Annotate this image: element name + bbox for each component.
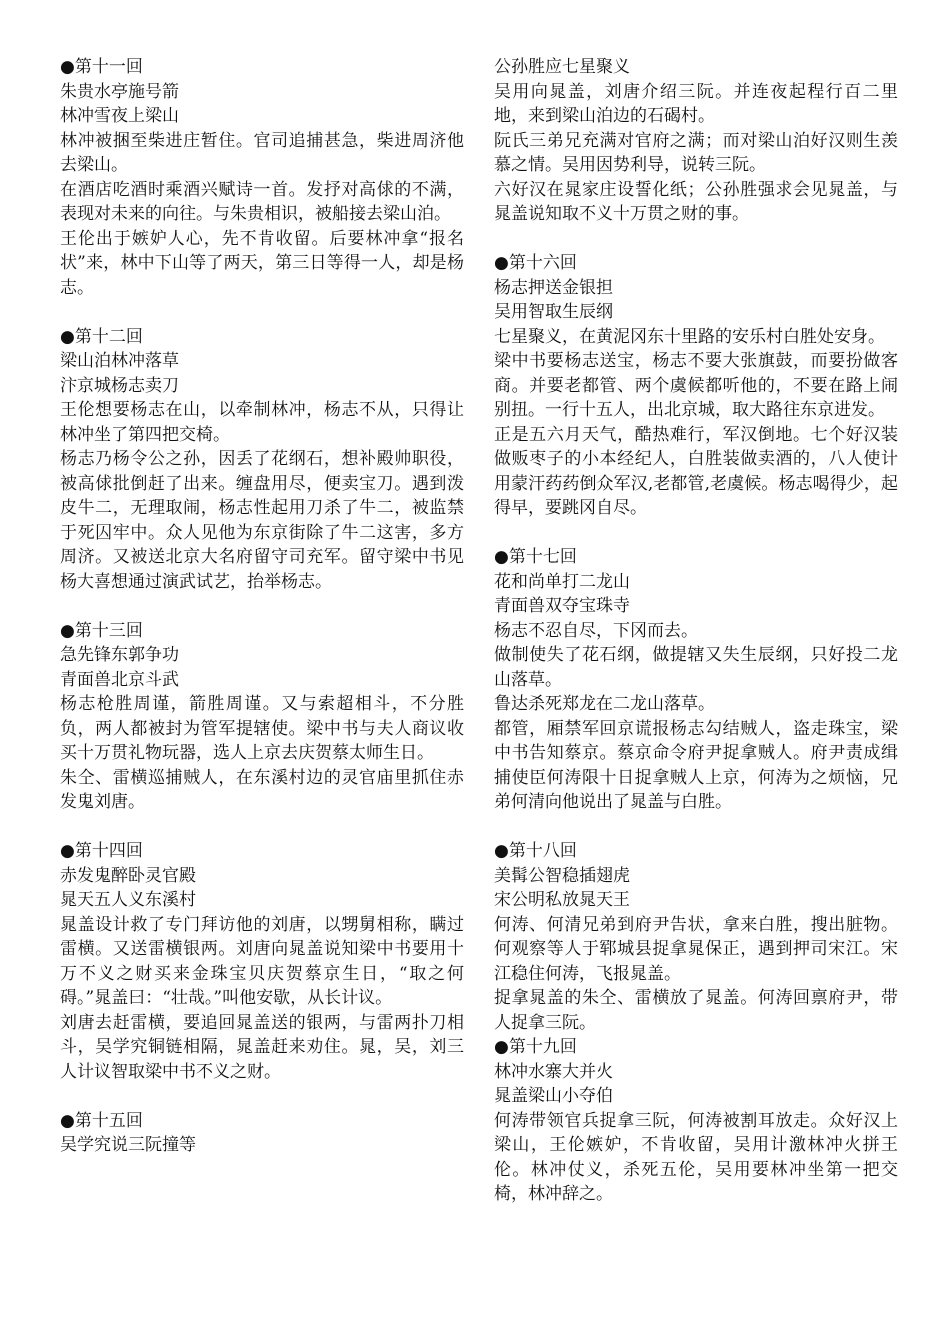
summary-paragraph: 正是五六月天气，酷热难行，军汉倒地。七个好汉装做贩枣子的小本经纪人，白胜装做卖酒的，八人使计用蒙汗药药倒众军汉,老都管,老虞候。杨志喝得少，起得早，要跳冈自尽。 (494, 424, 898, 518)
right-column (494, 55, 898, 1231)
chapter-section (60, 1109, 464, 1158)
chapter-heading: ●第十七回 (494, 547, 577, 567)
chapter-heading: ●第十三回 (60, 620, 143, 641)
summary-paragraph: 七星聚义，在黄泥冈东十里路的安乐村白胜处安身。 (494, 326, 885, 347)
chapter-title: 赤发鬼醉卧灵官殿 (60, 865, 196, 886)
summary-paragraph: 杨志枪胜周谨，箭胜周谨。又与索超相斗，不分胜负，两人都被封为管军提辖使。梁中书与夫人商议收买十万贯礼物玩器，选人上京去庆贺蔡太师生日。 (60, 694, 464, 763)
summary-paragraph: 阮氏三弟兄充满对官府之满；而对梁山泊好汉则生羡慕之情。吴用因势利导，说转三阮。 (494, 130, 898, 175)
summary-paragraph: 在酒店吃酒时乘酒兴赋诗一首。发抒对高俅的不满，表现对未来的向往。与朱贵相识，被船接去梁山泊。 (60, 179, 464, 224)
summary-paragraph: 朱仝、雷横巡捕贼人，在东溪村边的灵官庙里抓住赤发鬼刘唐。 (60, 767, 464, 812)
chapter-section (60, 55, 464, 300)
left-column (60, 55, 464, 1182)
summary-paragraph: 做制使失了花石纲，做提辖又失生辰纲，只好投二龙山落草。 (494, 645, 898, 690)
summary-paragraph: 杨志不忍自尽，下冈而去。 (494, 620, 698, 641)
summary-paragraph: 刘唐去赶雷横，要追回晁盖送的银两，与雷两扑刀相斗，吴学究铜链相隔，晁盖赶来劝住。晁，吴，刘三人计议智取梁中书不义之财。 (60, 1012, 464, 1082)
chapter-heading: ●第十五回 (60, 1110, 143, 1131)
summary-paragraph: 梁中书要杨志送宝，杨志不要大张旗鼓，而要扮做客商。并要老都管、两个虞候都听他的，不要在路上闹别扭。一行十五人，出北京城，取大路往东京进发。 (494, 351, 898, 420)
chapter-title: 花和尚单打二龙山 (494, 571, 630, 592)
chapter-heading: ●第十四回 (60, 841, 143, 861)
chapter-section (60, 619, 464, 815)
chapter-title: 青面兽北京斗武 (60, 669, 179, 690)
summary-paragraph: 吴用向晁盖，刘唐介绍三阮。并连夜起程行百二里地，来到梁山泊边的石碣村。 (494, 81, 898, 126)
chapter-title: 美髯公智稳插翅虎 (494, 865, 630, 886)
chapter-title: 晁天五人义东溪村 (60, 890, 196, 910)
chapter-heading: ●第十六回 (494, 253, 577, 273)
summary-paragraph: 晁盖设计救了专门拜访他的刘唐，以甥舅相称，瞒过雷横。又送雷横银两。刘唐向晁盖说知梁中书要用十万不义之财买来金珠宝贝庆贺蔡京生日，“取之何碍。”晁盖曰：“壮哉。”叫他安歇，从长计议。 (60, 914, 464, 1008)
chapter-heading: ●第十一回 (60, 57, 143, 77)
summary-paragraph: 何涛、何清兄弟到府尹告状，拿来白胜，搜出脏物。何观察等人于郓城县捉拿晁保正，遇到押司宋江。宋江稳住何涛，飞报晁盖。 (494, 914, 898, 984)
summary-paragraph: 六好汉在晁家庄设誓化纸；公孙胜强求会见晁盖，与晁盖说知取不义十万贯之财的事。 (494, 179, 898, 224)
chapter-title: 朱贵水亭施号箭 (60, 81, 179, 102)
chapter-title: 宋公明私放晁天王 (494, 890, 630, 910)
chapter-title: 公孙胜应七星聚义 (494, 57, 630, 77)
chapter-section (494, 55, 898, 227)
chapter-section (494, 545, 898, 815)
summary-paragraph: 林冲被捆至柴进庄暂住。官司追捕甚急，柴进周济他去梁山。 (60, 130, 464, 175)
chapter-title: 杨志押送金银担 (494, 277, 613, 298)
chapter-section (494, 839, 898, 1035)
summary-paragraph: 捉拿晁盖的朱仝、雷横放了晁盖。何涛回禀府尹，带人捉拿三阮。 (494, 988, 898, 1033)
chapter-heading: ●第十九回 (494, 1037, 577, 1057)
chapter-title: 梁山泊林冲落草 (60, 351, 179, 371)
chapter-title: 汴京城杨志卖刀 (60, 375, 179, 396)
chapter-section (60, 839, 464, 1084)
summary-paragraph: 王伦出于嫉妒人心，先不肯收留。后要林冲拿“报名状”来，林中下山等了两天，第三日等得一人，却是杨志。 (60, 228, 464, 298)
summary-paragraph: 鲁达杀死郑龙在二龙山落草。 (494, 694, 715, 714)
chapter-title: 青面兽双夺宝珠寺 (494, 596, 630, 616)
chapter-title: 急先锋东郭争功 (60, 645, 179, 665)
chapter-section (494, 251, 898, 521)
chapter-heading: ●第十二回 (60, 326, 143, 347)
chapter-title: 吴用智取生辰纲 (494, 302, 613, 322)
summary-paragraph: 杨志乃杨令公之孙，因丢了花纲石，想补殿帅职役，被高俅批倒赶了出来。缠盘用尽，便卖宝刀。遇到泼皮牛二，无理取闹，杨志性起用刀杀了牛二，被监禁于死囚牢中。众人见他为东京街除了牛二这害，多方周济。又被送北京大名府留守司充军。留守梁中书见杨大喜想通过演武试艺，抬举杨志。 (60, 449, 464, 592)
chapter-heading: ●第十八回 (494, 841, 577, 861)
summary-paragraph: 都管，厢禁军回京谎报杨志勾结贼人，盗走珠宝，梁中书告知蔡京。蔡京命令府尹捉拿贼人。府尹责成缉捕使臣何涛限十日捉拿贼人上京，何涛为之烦恼，兄弟何清向他说出了晁盖与白胜。 (494, 718, 898, 812)
summary-paragraph: 何涛带领官兵捉拿三阮，何涛被割耳放走。众好汉上梁山，王伦嫉妒，不肯收留，吴用计激林冲火拼王伦。林冲仗义，杀死五伦，吴用要林冲坐第一把交椅，林冲辞之。 (494, 1110, 898, 1204)
chapter-title: 林冲水寨大并火 (494, 1061, 613, 1082)
chapter-section (494, 1035, 898, 1207)
chapter-section (60, 325, 464, 595)
chapter-title: 吴学究说三阮撞等 (60, 1135, 196, 1155)
chapter-title: 晁盖梁山小夺伯 (494, 1086, 613, 1106)
chapter-title: 林冲雪夜上梁山 (60, 106, 179, 126)
summary-paragraph: 王伦想要杨志在山，以牵制林冲，杨志不从，只得让林冲坐了第四把交椅。 (60, 400, 464, 445)
